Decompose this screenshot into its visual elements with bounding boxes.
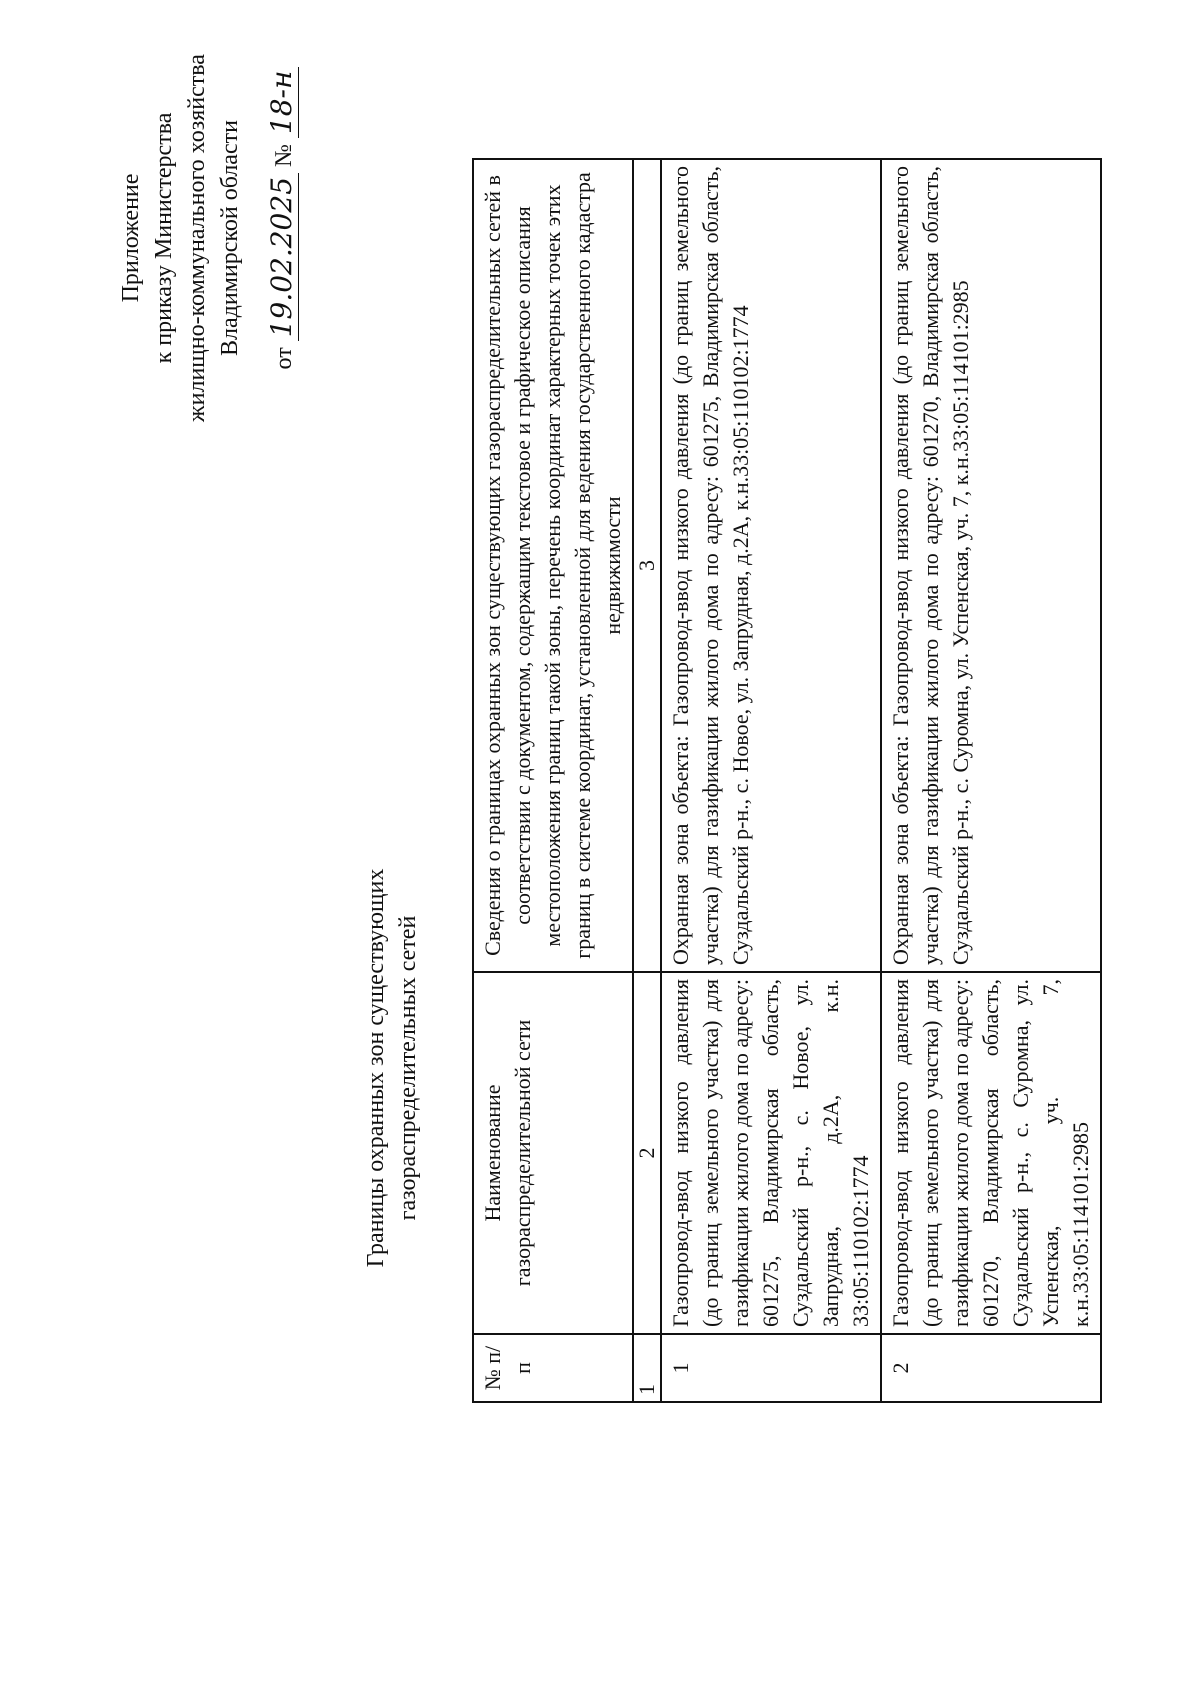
appendix-line-1: Приложение: [118, 173, 144, 303]
title-line-1: Границы охранных зон существующих: [363, 868, 389, 1268]
header-name: Наименование газораспределительной сети: [473, 972, 633, 1334]
row-num: 2: [881, 1334, 1101, 1402]
order-number: 18-н: [265, 67, 299, 139]
row-num: 1: [661, 1334, 881, 1402]
title-line-2: газораспределительных сетей: [395, 915, 421, 1221]
table-header-row: [473, 159, 633, 1402]
date-prefix: от: [271, 347, 297, 370]
document-title: [360, 768, 424, 1368]
header-info: Сведения о границах охранных зон существующих газораспределительных сетей в соответствии с документом, содержащим текстовое и графическое описания местоположения границ такой зоны, перечень координат характерных точек этих границ в системе координат, установленной для ведения государственного кадастра недвижимости: [473, 159, 633, 972]
appendix-line-4: Владимирской области: [217, 120, 243, 356]
order-date: 19.02.2025: [265, 173, 299, 341]
column-number-1: 1: [633, 1334, 661, 1402]
zones-table: [472, 158, 1102, 1403]
column-number-row: [633, 159, 661, 1402]
header-num: № п/п: [473, 1334, 633, 1402]
table-row: [881, 159, 1101, 1402]
appendix-block: [115, 48, 247, 428]
order-date-line: [265, 28, 298, 408]
appendix-line-3: жилищно-коммунального хозяйства: [184, 54, 210, 422]
number-sign: №: [271, 144, 297, 167]
row-name: Газопровод-ввод низкого давления (до границ земельного участка) для газификации жилого дома по адресу: 601270, Владимирская область, Суздальский р-н., с. Суромна, ул. Успенская, уч. 7, к.н.33:05:114101:2985: [881, 972, 1101, 1334]
row-info: Охранная зона объекта: Газопровод-ввод низкого давления (до границ земельного участка) для газификации жилого дома по адресу: 601275, Владимирская область, Суздальский р-н., с. Новое, ул. Запрудная, д.2А, к.н.33:05:110102:1774: [661, 159, 881, 972]
row-name: Газопровод-ввод низкого давления (до границ земельного участка) для газификации жилого дома по адресу: 601275, Владимирская область, Суздальский р-н., с. Новое, ул. Запрудная, д.2А, к.н. 33:05:110102:1774: [661, 972, 881, 1334]
column-number-2: 2: [633, 972, 661, 1334]
row-info: Охранная зона объекта: Газопровод-ввод низкого давления (до границ земельного участка) для газификации жилого дома по адресу: 601270, Владимирская область, Суздальский р-н., с. Суромна, ул. Успенская, уч. 7, к.н.33:05:114101:2985: [881, 159, 1101, 972]
table-row: [661, 159, 881, 1402]
zones-table-wrapper: [472, 158, 1102, 1403]
column-number-3: 3: [633, 159, 661, 972]
appendix-line-2: к приказу Министерства: [151, 112, 177, 364]
